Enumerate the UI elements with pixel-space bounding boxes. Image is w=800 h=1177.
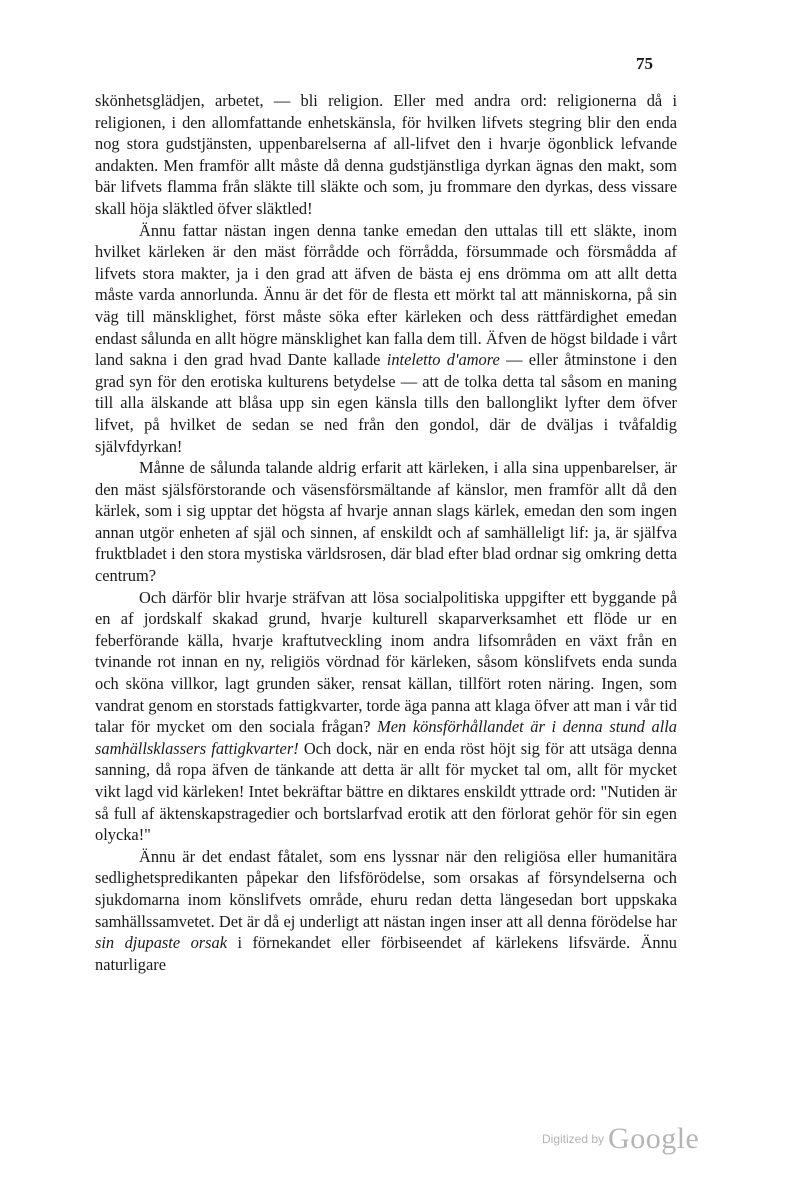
paragraph-3: [95, 457, 677, 587]
page-number: 75: [636, 54, 653, 73]
paragraph-2: [95, 220, 677, 458]
paragraph-1: [95, 90, 677, 220]
digitized-by-watermark: [542, 1122, 699, 1156]
paragraph-5-italic: sin djupaste orsak: [95, 933, 228, 953]
paragraph-3-text: Månne de sålunda talande aldrig erfarit att kärleken, i alla sina uppenbarelser, är den mäst själsförstorande och väsensförsmältande af känslor, men framför allt då den kärlek, som i sig upptar det högsta af hvarje annan slags kärlek, emedan den som ingen annan utgör enheten af själ och sinnen, af enskildt och af samhälleligt lif: ja, är själfva fruktbladet i den stora mystiska världsrosen, där blad efter blad ordnar sig omkring detta centrum?: [95, 458, 677, 586]
body-text: [95, 90, 677, 975]
paragraph-1-text: skönhetsglädjen, arbetet, — bli religion. Eller med andra ord: religionerna då i religionen, i den allomfattande enhetskänsla, för hvilken lifvets stegring blir den enda nog stora gudstjänsten, uppenbarelserna af all-lifvet den i hvarje ögonblick lefvande andakten. Men framför allt måste då denna gudstjänstliga dyrkan ägnas den makt, som bär lifvets flamma från släkte till släkte och som, ju frommare den dyrkas, dess vissare skall höja släktled öfver släktled!: [95, 91, 677, 218]
watermark-prefix: Digitized by: [542, 1132, 605, 1146]
paragraph-2-text-b: — eller åtminstone i den grad syn för den erotiska kulturens betydelse — att de tolka detta tal såsom en maning till alla älskande att blåsa upp sin egen känsla tills den ballonglikt lyfter dem öfver lifvet, på hvilket de sedan se ned från den gondol, där de dväljas i tvåfaldig självfdyrkan!: [95, 350, 678, 456]
paragraph-4: [95, 587, 677, 846]
paragraph-5-text-a: Ännu är det endast fåtalet, som ens lyssnar när den religiösa eller humanitära sedlighetspredikanten påpekar den lifsförödelse, som orsakas af försyndelserna och sjukdomarna inom könslifvets område, ehuru redan detta längesedan bort uppskaka samhällssamvetet. Det är då ej underligt att nästan ingen inser att all denna förödelse har: [95, 846, 677, 931]
paragraph-5-text-b: i förnekandet eller förbiseendet af kärlekens lifsvärde. Ännu naturligare: [95, 933, 677, 974]
paragraph-5: [95, 846, 677, 976]
paragraph-4-italic: Men könsförhållandet är i denna stund alla samhällsklassers fattigkvarter!: [95, 717, 678, 758]
paragraph-2-italic: inteletto d'amore: [386, 350, 500, 370]
paragraph-2-text-a: Ännu fattar nästan ingen denna tanke emedan den uttalas till ett släkte, inom hvilket kärleken är den mäst förrådde och förrådda, försummade och försmådda af lifvets stora makter, ja i den grad att äfven de bästa ej ens drömma om att allt detta måste varda annorlunda. Ännu är det för de flesta ett mörkt tal att människorna, på sin väg till mänsklighet, först måste söka efter kärleken och dess rättfärdighet emedan endast sålunda en allt högre mänsklighet kan falla dem till. Äfven de högst bildade i vårt land sakna i den grad hvad Dante kallade: [95, 220, 677, 370]
paragraph-4-text-a: Och därför blir hvarje sträfvan att lösa socialpolitiska uppgifter ett byggande på en af jordskalf skakad grund, hvarje kulturell skaparverksamhet ett flöde ur en feberförande källa, hvarje kraftutveckling inom andra lifsområden en växt från en tvinande rot innan en ny, religiös vördnad för kärleken, såsom könslifvets enda sunda och sköna villkor, lagt grunden säker, rensat källan, tillfört roten näring. Ingen, som vandrat genom en storstads fattigkvarter, torde äga panna att klaga öfver att man i vår tid talar för mycket om den sociala frågan?: [95, 587, 677, 737]
paragraph-4-text-b: Och dock, när en enda röst höjt sig för att utsäga denna sanning, då ropa äfven de tänkande att detta är allt för mycket tal om, allt för mycket vikt lagd vid kärleken! Intet bekräftar bättre en diktares enskildt yttrade ord: "Nutiden är så full af äktenskapstragedier och bortslarfvad erotik att den förlorat gehör för sin egen olycka!": [95, 738, 677, 845]
google-logo: Google: [608, 1122, 700, 1155]
